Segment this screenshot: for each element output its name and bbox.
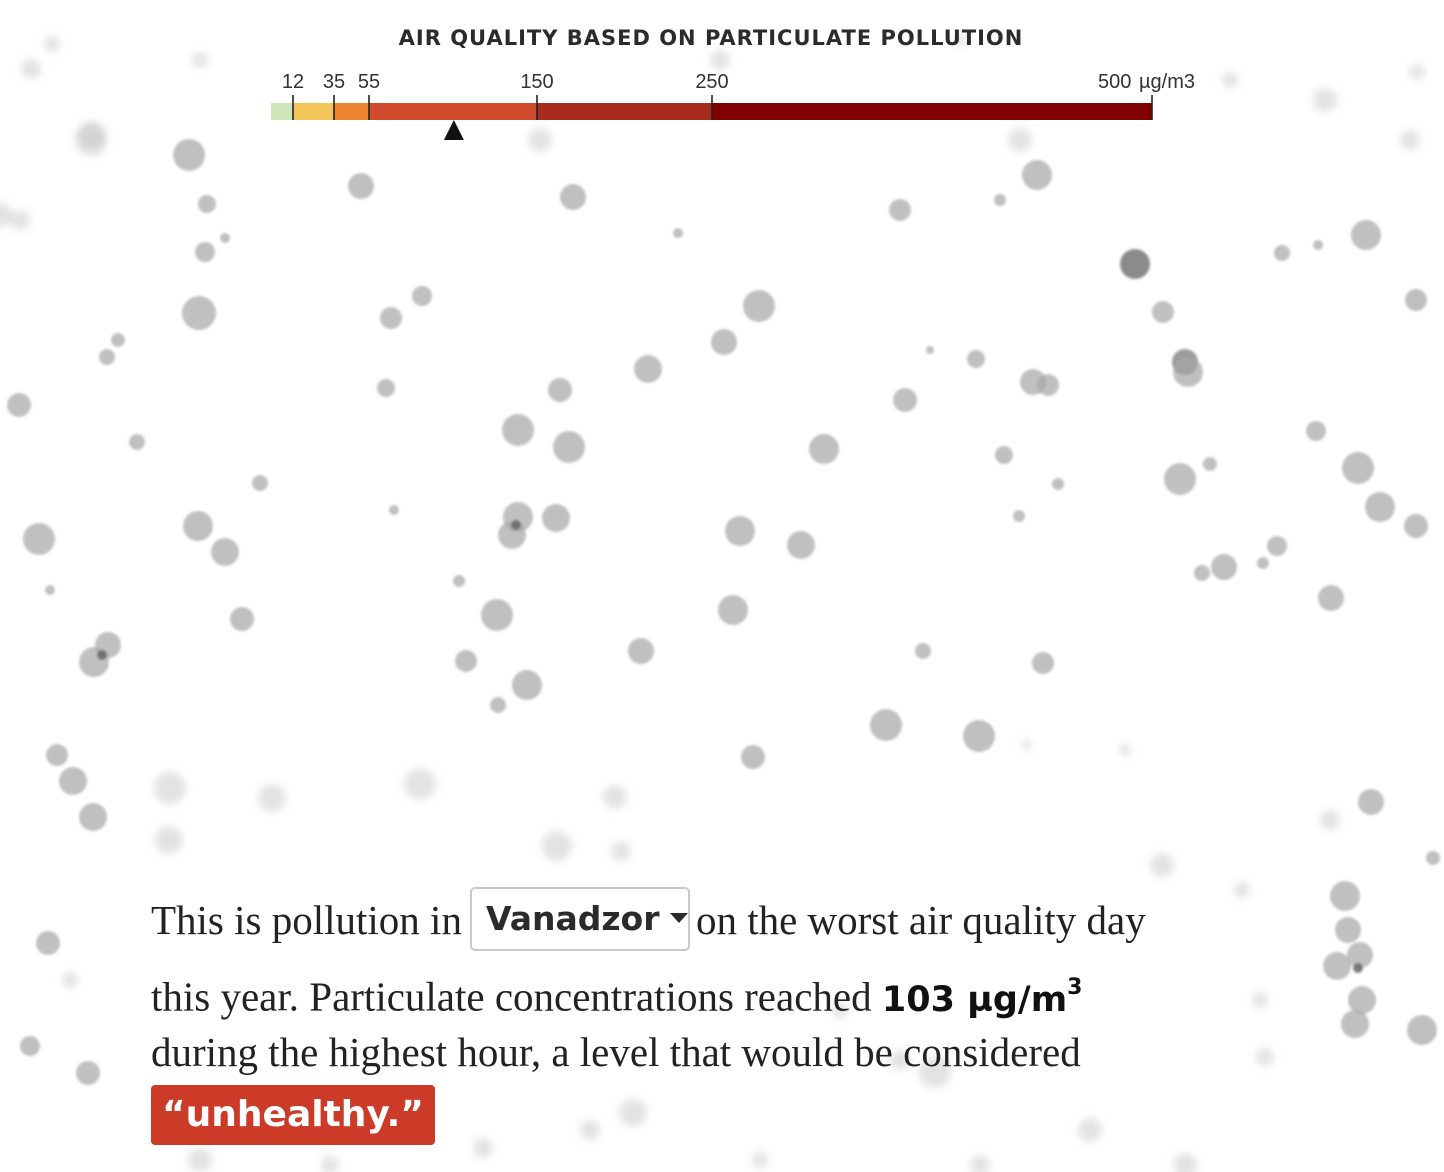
scale-tick-label: 55 [357,71,381,93]
particle [1152,301,1174,323]
particle [994,194,1006,206]
particle [619,1099,647,1127]
pollution-value: 103 $\mu g/m^3$ [881,975,1083,1020]
scale-segment [537,103,712,120]
particle [889,199,911,221]
particle [967,350,985,368]
particle [183,511,213,541]
scale-segment [271,103,293,120]
air-quality-scale [0,0,1444,150]
particle [1365,492,1395,522]
city-dropdown[interactable] [470,887,690,951]
particle [155,826,183,854]
particle [628,638,654,664]
scale-segment [334,103,369,120]
particle [111,333,125,347]
particle [1119,744,1131,756]
scale-tick-label: 150 [520,71,554,93]
particle [182,296,216,330]
particle [995,446,1013,464]
particle [548,378,572,402]
particle [787,531,815,559]
particle [1256,1048,1274,1066]
particle [1335,917,1361,943]
particle [129,434,145,450]
particle [412,286,432,306]
particle [79,803,107,831]
particle [76,1061,100,1085]
scale-title: AIR QUALITY BASED ON PARTICULATE POLLUTION [398,26,1024,50]
particle [380,307,402,329]
scale-bar [0,0,1444,150]
particle [1405,289,1427,311]
particle [611,841,631,861]
scale-segment [293,103,334,120]
particle [1351,220,1381,250]
particle [1323,952,1351,980]
particle [404,768,436,800]
particle [1318,585,1344,611]
sentence-part-3: this year. Particulate concentrations reached [151,973,872,1020]
particle [211,538,239,566]
particle [1022,160,1052,190]
particle [252,475,268,491]
particle [542,831,572,861]
particle [46,744,68,766]
particle [195,242,215,262]
particle [511,520,521,530]
particle [870,709,902,741]
particle [455,650,477,672]
particle [473,1138,493,1158]
particle [154,772,186,804]
particle [1120,249,1150,279]
particle [673,228,683,238]
particle [915,643,931,659]
particle [1426,851,1440,865]
particle [59,767,87,795]
scale-unit-label: µg/m3 [1139,71,1195,93]
particle [718,595,748,625]
particle [1320,810,1340,830]
particle [1052,478,1064,490]
particle [7,393,31,417]
particle [36,931,60,955]
particle [1274,245,1290,261]
particle [321,1156,339,1172]
particle [0,203,12,227]
particle [220,233,230,243]
particle [502,414,534,446]
particle [970,1155,990,1172]
particle [963,720,995,752]
particle [725,516,755,546]
particle [1348,986,1376,1014]
particle [1032,652,1054,674]
city-dropdown-value: Vanadzor [485,898,660,938]
particle [1342,452,1374,484]
particle [490,697,506,713]
particle [1173,357,1203,387]
scale-tick-label: 500 [1098,71,1132,93]
particle [377,379,395,397]
particle [634,355,662,383]
particle [711,329,737,355]
particle [23,523,55,555]
particle [542,504,570,532]
sentence-part-2: on the worst air quality day [695,897,1146,943]
particle [1257,557,1269,569]
particle [1078,1118,1102,1142]
particle [1358,789,1384,815]
scale-marker-icon [444,120,464,140]
particle [1313,240,1323,250]
particle [743,290,775,322]
particle [580,1120,600,1140]
air-quality-category-badge: “unhealthy.” [151,1085,435,1145]
particle [348,173,374,199]
scale-segment [369,103,537,120]
particle [1150,853,1174,877]
particle [752,1152,768,1168]
particle [62,972,78,988]
particle [258,784,286,812]
sentence-part-1: This is pollution in [151,897,462,943]
particle [741,745,765,769]
particle [553,431,585,463]
particle [1252,992,1268,1008]
particle [45,585,55,595]
particle [99,349,115,365]
particle [389,505,399,515]
particle [230,607,254,631]
chevron-down-icon [670,913,688,923]
particle [10,210,30,230]
particle [926,346,934,354]
particle [1022,740,1032,750]
particle [1234,882,1250,898]
particle [560,184,586,210]
particle [603,785,627,809]
particle [1404,514,1428,538]
particle [1341,1010,1369,1038]
particle [1037,374,1059,396]
particle [1306,421,1326,441]
scale-tick-label: 35 [322,71,346,93]
particle [512,670,542,700]
particle [1173,1153,1197,1172]
scale-tick-label: 250 [695,71,729,93]
particle [1211,554,1237,580]
sentence-part-4: during the highest hour, a level that would be considered [151,1029,1081,1075]
particle [1164,463,1196,495]
particle [188,1148,212,1172]
particle [1203,457,1217,471]
particle [893,388,917,412]
particle [1330,881,1360,911]
particle [481,599,513,631]
particle [809,434,839,464]
particle [1194,565,1210,581]
particle [453,575,465,587]
particle [1013,510,1025,522]
particle [1407,1015,1437,1045]
particle [1267,536,1287,556]
particle [198,195,216,213]
scale-tick-label: 12 [281,71,305,93]
particle [97,650,107,660]
particle [1353,963,1363,973]
scale-segment [712,103,1152,120]
particle [20,1036,40,1056]
